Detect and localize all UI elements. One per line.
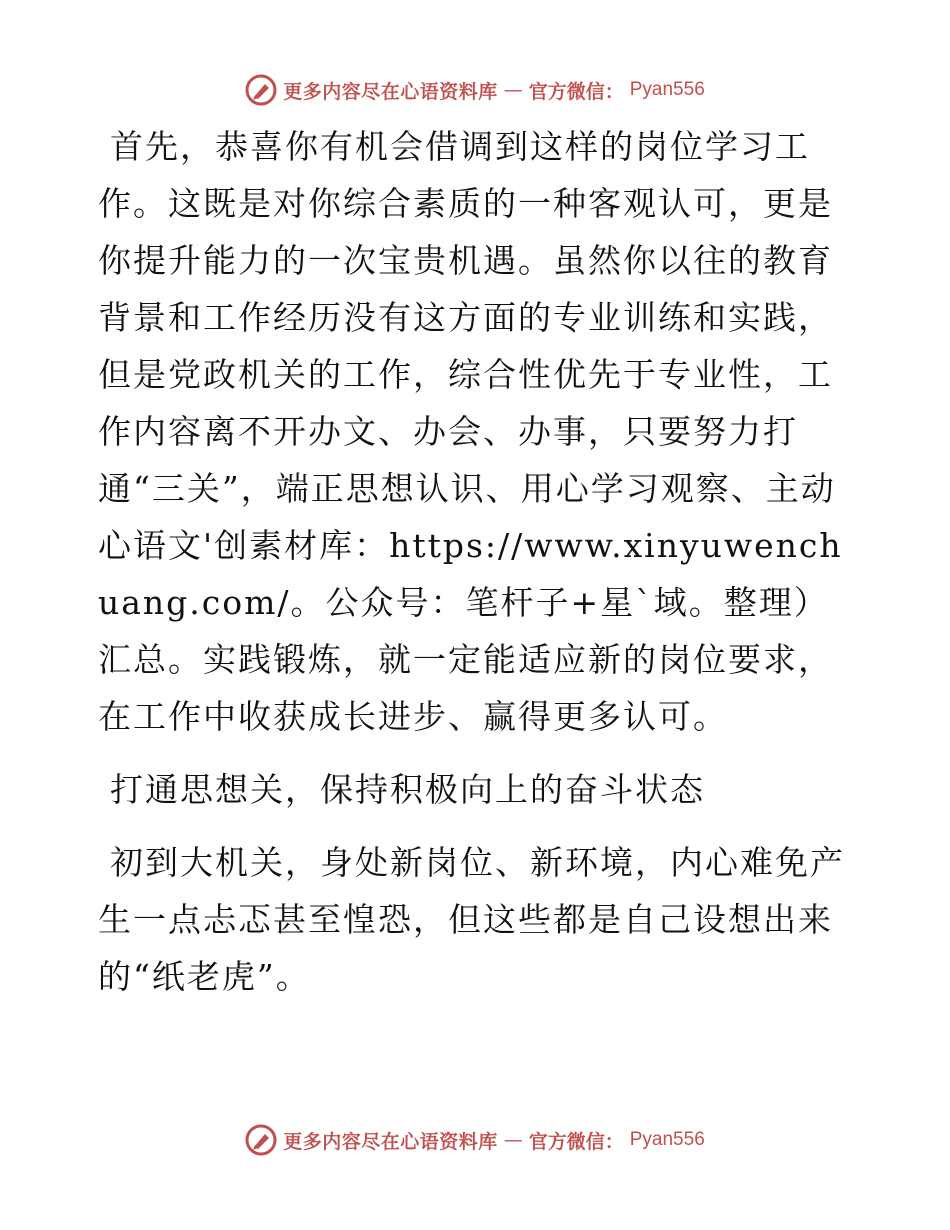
pen-nib-logo-icon — [245, 1124, 277, 1156]
paragraph: 首先，恭喜你有机会借调到这样的岗位学习工作。这既是对你综合素质的一种客观认可，更是你提升能力的一次宝贵机遇。虽然你以往的教育背景和工作经历没有这方面的专业训练和实践，但是党政机关的工作，综合性优先于专业性，工作内容离不开办文、办会、办事，只要努力打通“三关”，端正思想认识、用心学习观察、主动心语文'创素材库：https://www.xinyuwenchuang.com/。公众号：笔杆子+星`域。整理）汇总。实践锻炼，就一定能适应新的岗位要求，在工作中收获成长进步、赢得更多认可。 — [98, 127, 843, 736]
banner-wechat-id: Pyan556 — [629, 79, 705, 100]
banner-separator: — — [503, 1129, 523, 1151]
paragraph: 初到大机关，身处新岗位、新环境，内心难免产生一点忐忑甚至惶恐，但这些都是自己设想出来的“纸老虎”。 — [98, 843, 845, 996]
pen-nib-logo-icon — [245, 74, 277, 106]
banner-title: 更多内容尽在心语资料库 — [283, 80, 498, 103]
banner-wechat-id: Pyan556 — [629, 1129, 705, 1150]
banner-separator: — — [503, 79, 523, 101]
section-heading: 打通思想关，保持积极向上的奋斗状态 — [110, 770, 705, 809]
document-body — [98, 118, 850, 1021]
banner-wechat-label: 官方微信： — [528, 80, 624, 103]
footer-banner — [0, 1120, 950, 1160]
header-banner — [0, 70, 950, 110]
banner-wechat-label: 官方微信： — [528, 1130, 624, 1153]
banner-title: 更多内容尽在心语资料库 — [283, 1130, 498, 1153]
